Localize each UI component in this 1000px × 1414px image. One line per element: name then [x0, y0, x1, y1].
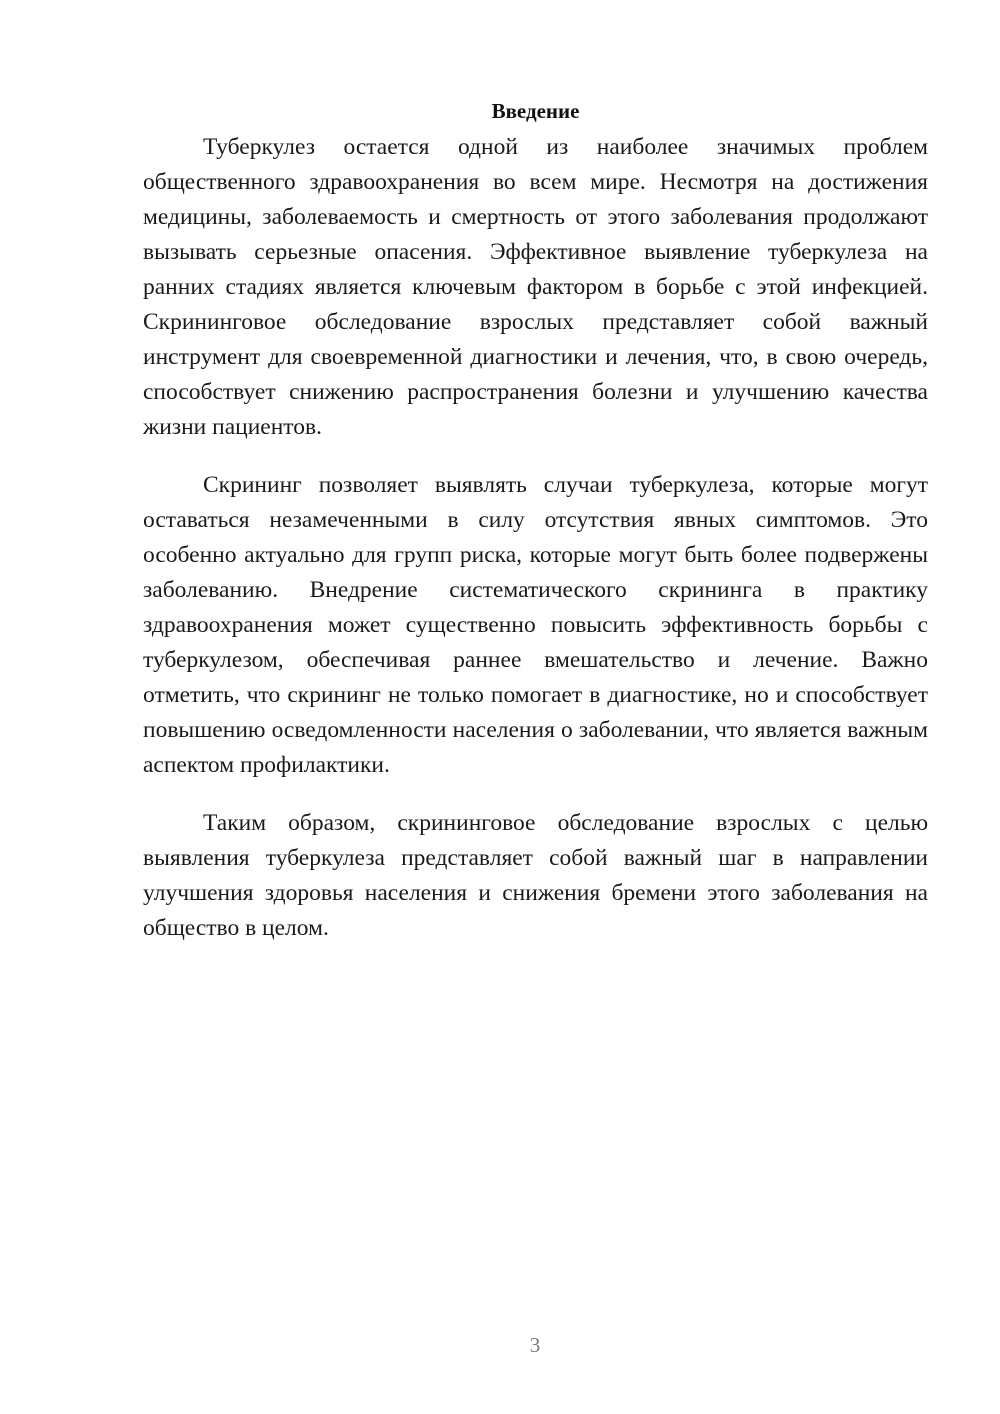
paragraph-3: Таким образом, скрининговое обследование взрослых с целью выявления туберкулеза представляет собой важный шаг в направлении улучшения здоровья населения и снижения бремени этого заболевания на общество в целом.	[143, 810, 928, 941]
section-heading: Введение	[491, 99, 580, 123]
paragraph-1: Туберкулез остается одной из наиболее значимых проблем общественного здравоохранения во всем мире. Несмотря на достижения медицины, заболеваемость и смертность от этого заболевания продолжают вызывать серьезные опасения. Эффективное выявление туберкулеза на ранних стадиях является ключевым фактором в борьбе с этой инфекцией. Скрининговое обследование взрослых представляет собой важный инструмент для своевременной диагностики и лечения, что, в свою очередь, способствует снижению распространения болезни и улучшению качества жизни пациентов.	[143, 134, 928, 440]
page-number: 3	[529, 1333, 541, 1357]
paragraph-2: Скрининг позволяет выявлять случаи туберкулеза, которые могут оставаться незамеченными в силу отсутствия явных симптомов. Это особенно актуально для групп риска, которые могут быть более подвержены заболеванию. Внедрение систематического скрининга в практику здравоохранения может существенно повысить эффективность борьбы с туберкулезом, обеспечивая раннее вмешательство и лечение. Важно отметить, что скрининг не только помогает в диагностике, но и способствует повышению осведомленности населения о заболевании, что является важным аспектом профилактики.	[143, 472, 928, 778]
page-content	[143, 96, 928, 969]
